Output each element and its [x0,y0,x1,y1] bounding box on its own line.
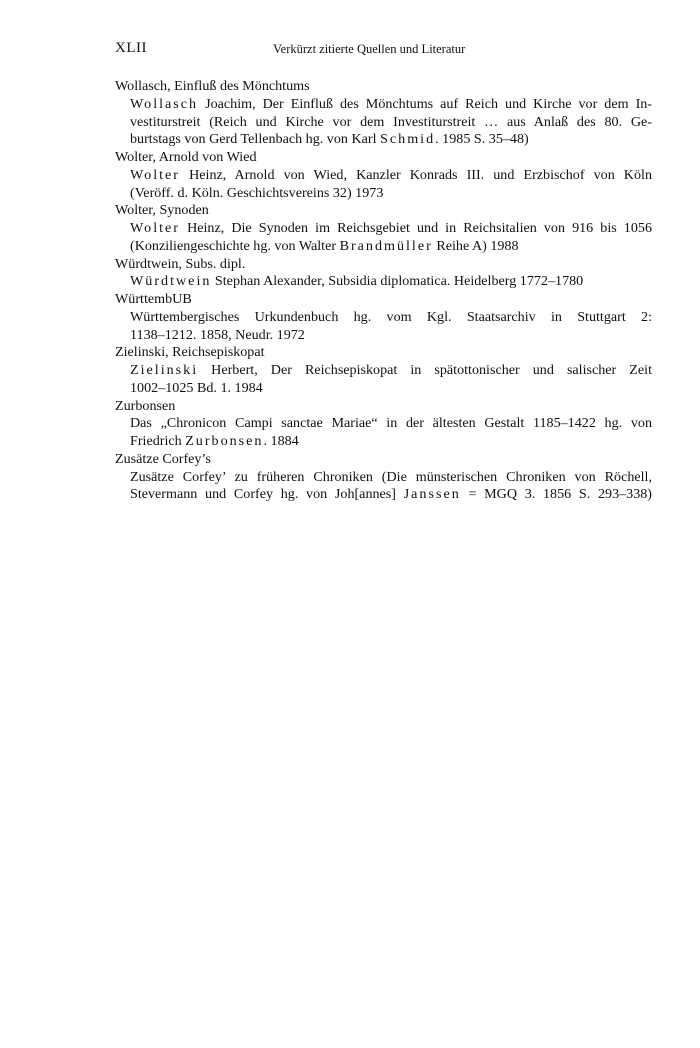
citation-text: (Konziliengeschichte hg. von Walter [130,237,340,254]
bibliography-entry [115,451,652,504]
author-name: Zielinski [130,362,199,378]
author-name: Wolter [130,166,181,183]
citation-text: Heinz, Die Synoden im Reichsgebiet und in Reichsitalien von 916 bis 1056 [180,220,652,236]
citation-line: 1002–1025 Bd. 1. 1984 [130,379,263,396]
bibliography-entry [115,149,652,202]
bibliography-list [115,78,652,504]
editor-name: Brandmüller [339,237,433,254]
entry-full-citation [115,167,652,203]
citation-line [130,220,652,238]
citation-line [130,238,652,256]
entry-full-citation [115,220,652,256]
citation-line [130,167,652,185]
citation-text: = MGQ 3. 1856 S. 293–338) [460,486,653,503]
citation-line [130,433,652,451]
entry-full-citation [115,96,652,149]
citation-line [130,273,652,291]
citation-line: vestiturstreit (Reich und Kirche vor dem Investiturstreit … aus Anlaß des 80. Ge- [130,113,652,130]
citation-text: Heinz, Arnold von Wied, Kanzler Konrads III. und Erzbischof von Köln [180,166,652,183]
editor-name: Zurbonsen [185,433,264,449]
author-name: Würdtwein [130,273,212,290]
citation-text: . 1985 S. 35–48) [435,131,529,148]
citation-text: Herbert, Der Reichsepiskopat in spätottonischer und salischer Zeit [198,362,652,378]
entry-short-title: Zielinski, Reichsepiskopat [115,344,265,361]
citation-line [130,362,652,380]
citation-line [130,96,652,114]
citation-line: Zusätze Corfey’ zu früheren Chroniken (Die münsterischen Chroniken von Röchell, [130,468,652,485]
editor-name: Schmid [380,131,436,148]
citation-line: 1138–1212. 1858, Neudr. 1972 [130,326,305,343]
entry-short-title: Zurbonsen [115,397,176,414]
entry-full-citation [115,469,652,505]
entry-full-citation [115,273,652,291]
citation-line: Württembergisches Urkundenbuch hg. vom Kgl. Staatsarchiv in Stuttgart 2: [130,308,652,325]
entry-short-title: Wolter, Synoden [115,202,209,219]
bibliography-entry [115,78,652,149]
citation-line: Das „Chronicon Campi sanctae Mariae“ in der ältesten Gestalt 1185–1422 hg. von [130,415,652,432]
entry-short-title: Wolter, Arnold von Wied [115,149,257,165]
author-name: Wollasch [130,95,199,112]
entry-short-title: WürttembUB [115,291,192,307]
page-number: XLII [115,40,147,56]
citation-text: Stephan Alexander, Subsidia diplomatica. Heidelberg 1772–1780 [211,273,584,290]
citation-line [130,131,652,149]
entry-full-citation [115,362,652,398]
citation-text: Joachim, Der Einfluß des Mönchtums auf Reich und Kirche vor dem In- [198,95,652,112]
entry-full-citation [115,415,652,451]
bibliography-entry [115,344,652,397]
author-name: Wolter [130,220,181,236]
citation-text: Friedrich [130,433,186,449]
bibliography-entry [115,202,652,255]
entry-short-title: Zusätze Corfey’s [115,450,211,467]
citation-text: . 1884 [263,433,299,449]
bibliography-entry [115,256,652,292]
page-header [115,40,652,60]
citation-line [130,486,652,504]
citation-line: (Veröff. d. Köln. Geschichtsvereins 32) 1973 [130,184,384,201]
citation-text: burtstags von Gerd Tellenbach hg. von Karl [130,131,381,148]
citation-text: Stevermann und Corfey hg. von Joh[annes] [130,486,404,503]
entry-full-citation [115,309,652,345]
editor-name: Janssen [403,486,461,503]
running-title: Verkürzt zitierte Quellen und Literatur [273,42,466,56]
entry-short-title: Würdtwein, Subs. dipl. [115,255,246,272]
citation-text: Reihe A) 1988 [432,237,519,254]
entry-short-title: Wollasch, Einfluß des Mönchtums [115,78,310,94]
bibliography-entry [115,398,652,451]
bibliography-entry [115,291,652,344]
